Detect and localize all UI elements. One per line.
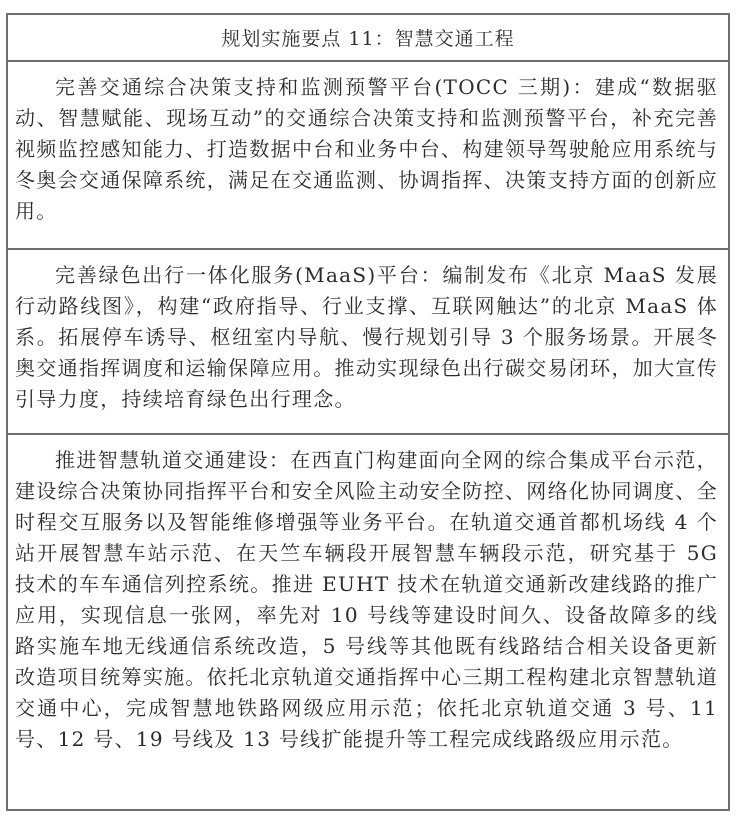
box-title: 规划实施要点 11：智慧交通工程 — [221, 28, 515, 50]
info-box — [6, 13, 730, 811]
section-paragraph: 完善绿色出行一体化服务(MaaS)平台：编制发布《北京 MaaS 发展行动路线图》，构建“政府指导、行业支撑、互联网触达”的北京 MaaS 体系。拓展停车诱导、枢纽室内导航、慢行规划引导 3 个服务场景。开展冬奥交通指挥调度和运输保障应用。推动实现绿色出行碳交易闭环，加大宣传引导力度，持续培育绿色出行理念。 — [15, 263, 718, 411]
section-tocc — [8, 62, 728, 250]
box-header — [8, 15, 728, 62]
section-paragraph: 推进智慧轨道交通建设：在西直门构建面向全网的综合集成平台示范，建设综合决策协同指挥平台和安全风险主动安全防控、网络化协同调度、全时程交互服务以及智能维修增强等业务平台。在轨道交通首都机场线 4 个站开展智慧车站示范、在天竺车辆段开展智慧车辆段示范，研究基于 5G 技术的车车通信列控系统。推进 EUHT 技术在轨道交通新改建线路的推广应用，实现信息一张网，率先对 10 号线等建设时间久、设备故障多的线路实施车地无线通信系统改造，5 号线等其他既有线路结合相关设备更新改造项目统筹实施。依托北京轨道交通指挥中心三期工程构建北京智慧轨道交通中心，完成智慧地铁路网级应用示范；依托北京轨道交通 3 号、11 号、12 号、19 号线及 13 号线扩能提升等工程完成线路级应用示范。 — [15, 448, 718, 751]
section-smart-rail — [8, 435, 728, 809]
section-maas — [8, 250, 728, 435]
section-paragraph: 完善交通综合决策支持和监测预警平台(TOCC 三期)：建成“数据驱动、智慧赋能、现场互动”的交通综合决策支持和监测预警平台，补充完善视频监控感知能力、打造数据中台和业务中台、构建领导驾驶舱应用系统与冬奥会交通保障系统，满足在交通监测、协调指挥、决策支持方面的创新应用。 — [15, 75, 718, 223]
